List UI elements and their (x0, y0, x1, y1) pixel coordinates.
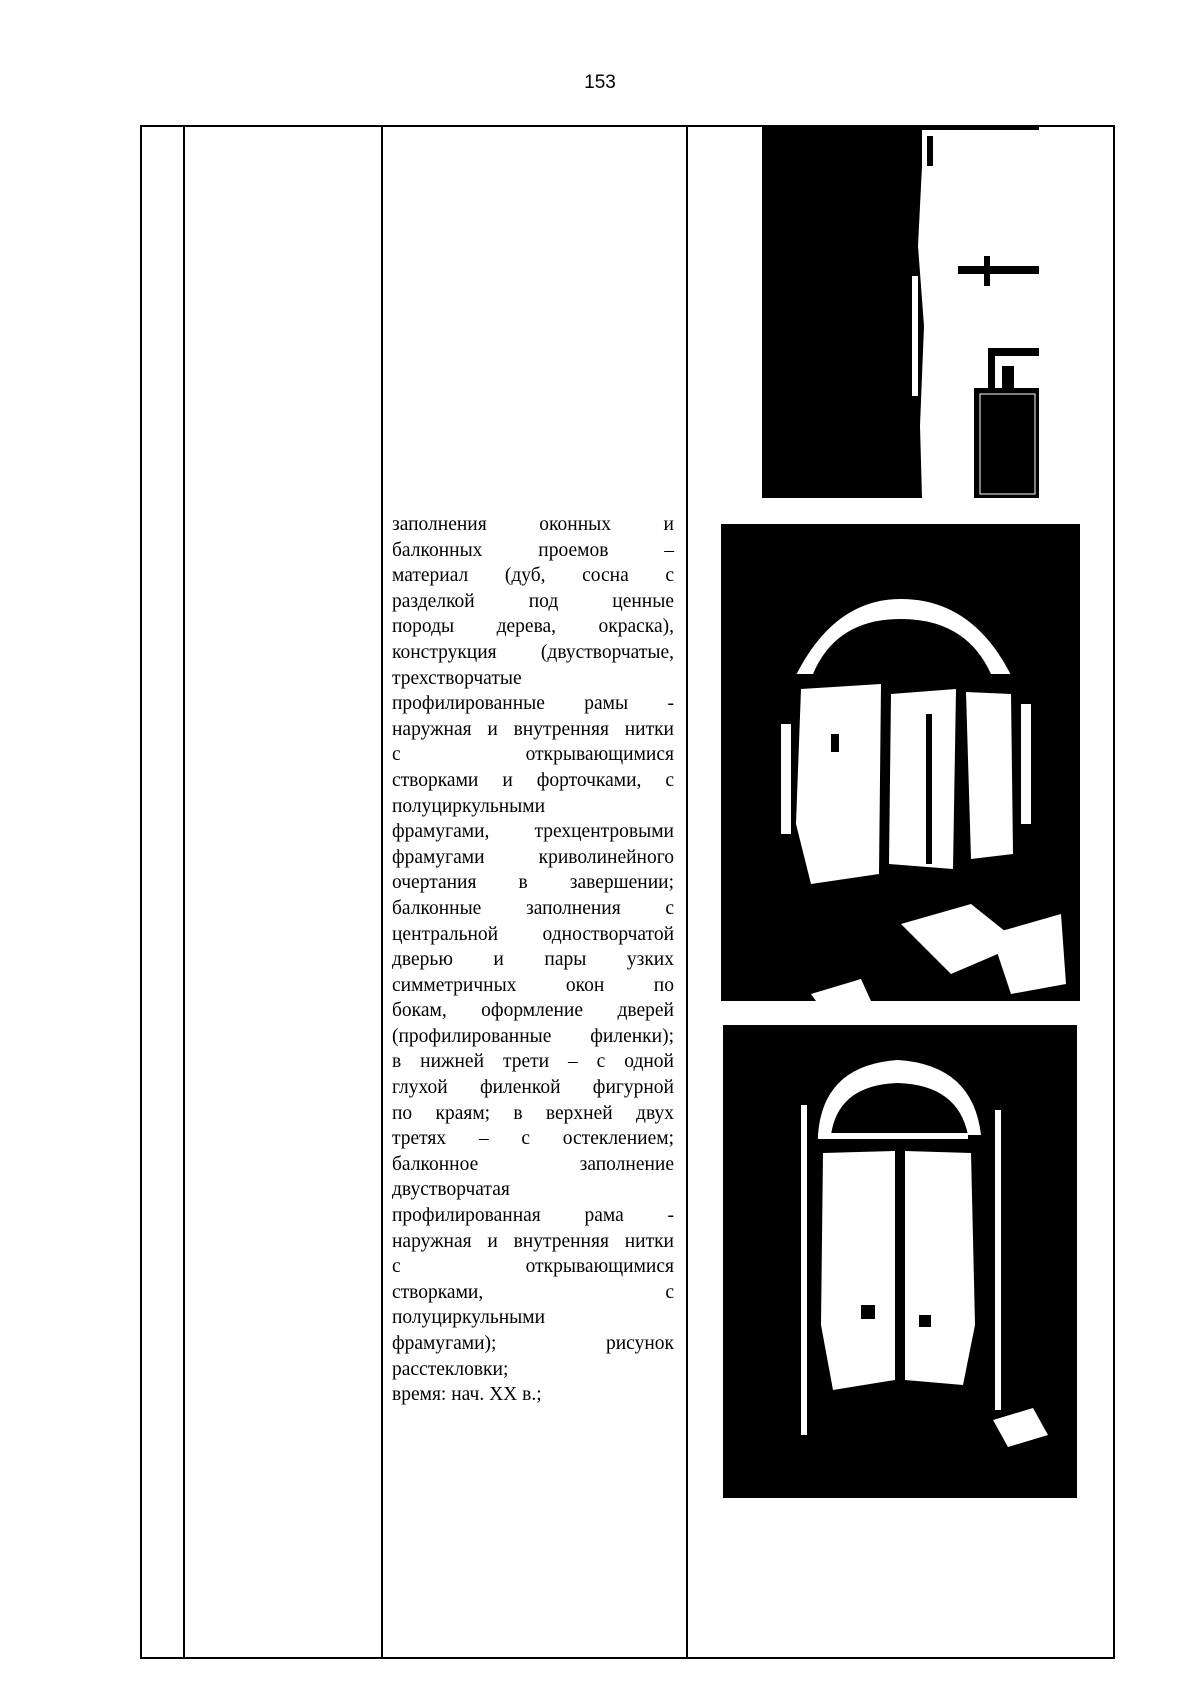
description-line: фрамугами, трехцентровыми (392, 821, 674, 843)
description-line: дверью и пары узких (392, 949, 674, 971)
description-line: балконные заполнения с (392, 897, 674, 919)
description-line: створками и форточками, с (392, 769, 674, 791)
description-line: двустворчатая (392, 1179, 510, 1201)
description-line: симметричных окон по (392, 974, 674, 996)
description-line: с открывающимися (392, 744, 674, 766)
description-line: третях – с остеклением; (392, 1128, 674, 1150)
description-line: фрамугами криволинейного (392, 846, 674, 868)
description-line: (профилированные филенки); (392, 1025, 674, 1047)
description-line: глухой филенкой фигурной (392, 1077, 674, 1099)
photo-arched-door (723, 1025, 1077, 1498)
description-line: бокам, оформление дверей (392, 1000, 674, 1022)
description-line: породы дерева, окраска), (392, 616, 674, 638)
description-line: расстекловки; (392, 1358, 509, 1380)
description-line: створками, с (392, 1281, 674, 1303)
description-line: по краям; в верхней двух (392, 1102, 674, 1124)
description-line: профилированная рама - (392, 1205, 674, 1227)
description-line: балконное заполнение (392, 1153, 674, 1175)
photo-interior-fragment (762, 126, 1039, 498)
column-divider-1 (183, 125, 185, 1659)
column-divider-3 (686, 125, 688, 1659)
description-line: конструкция (двустворчатые, (392, 641, 674, 663)
description-line: наружная и внутренняя нитки (392, 718, 674, 740)
description-line: полуциркульными (392, 795, 546, 817)
description-line: балконных проемов – (392, 539, 674, 561)
description-line: центральной одностворчатой (392, 923, 674, 945)
photo-balcony-window (721, 524, 1080, 1001)
description-line: материал (дуб, сосна с (392, 565, 674, 587)
column-divider-2 (381, 125, 383, 1659)
description-text (392, 512, 674, 1408)
description-line: очертания в завершении; (392, 872, 674, 894)
description-line: полуциркульными (392, 1307, 546, 1329)
description-line: профилированные рамы - (392, 693, 674, 715)
page-number: 153 (584, 72, 616, 93)
description-line: заполнения оконных и (392, 514, 674, 535)
description-line: в нижней трети – с одной (392, 1051, 674, 1073)
description-line: фрамугами); рисунок (392, 1333, 674, 1354)
description-line: наружная и внутренняя нитки (392, 1230, 674, 1252)
description-line: с открывающимися (392, 1256, 674, 1278)
description-line: время: нач. XX в.; (392, 1384, 542, 1406)
description-line: разделкой под ценные (392, 590, 674, 612)
description-line: трехстворчатые (392, 667, 522, 689)
